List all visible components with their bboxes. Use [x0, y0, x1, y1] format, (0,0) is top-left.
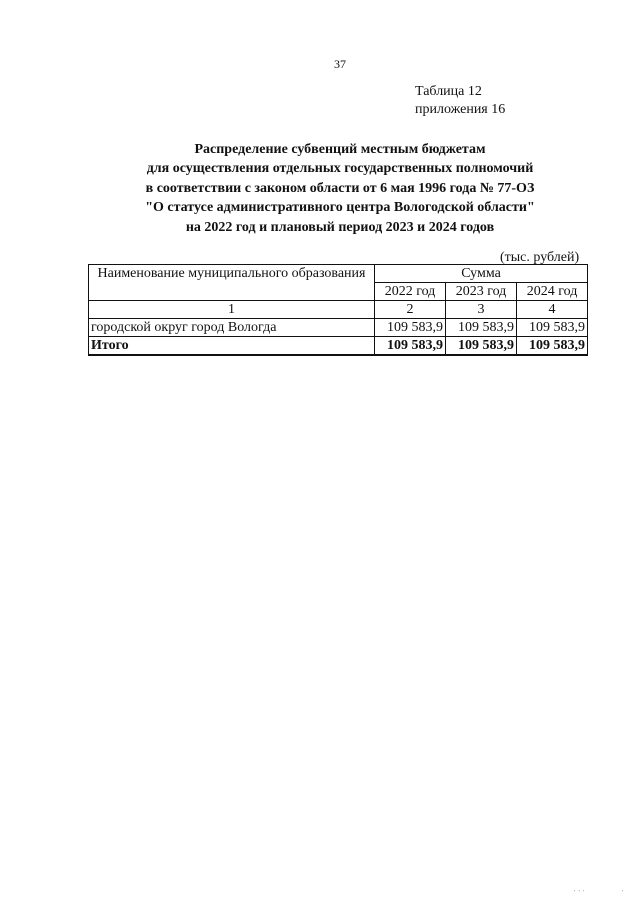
total-label-cell: Итого — [89, 337, 375, 356]
header-name-cell: Наименование муниципального образования — [89, 265, 375, 301]
total-2022-cell: 109 583,9 — [375, 337, 446, 356]
title-line-4: "О статусе административного центра Вологодской области" — [145, 200, 535, 216]
value-2023-cell: 109 583,9 — [446, 319, 517, 337]
title-line-5: на 2022 год и плановый период 2023 и 2024 годов — [185, 219, 495, 235]
header-year-2022: 2022 год — [375, 283, 446, 301]
header-sum-cell: Сумма — [375, 265, 588, 283]
table-reference-line1: Таблица 12 — [415, 84, 482, 99]
header-row — [89, 265, 588, 283]
document-title — [0, 140, 640, 237]
title-line-1: Распределение субвенций местным бюджетам — [194, 142, 486, 157]
column-number-1: 1 — [89, 301, 375, 319]
page-number: 37 — [334, 57, 346, 71]
title-line-3: в соответствии с законом области от 6 мая 1996 года № 77-ОЗ — [145, 180, 535, 196]
header-year-2023: 2023 год — [446, 283, 517, 301]
value-2024-cell: 109 583,9 — [517, 319, 588, 337]
column-number-4: 4 — [517, 301, 588, 319]
total-2024-cell: 109 583,9 — [517, 337, 588, 356]
column-number-2: 2 — [375, 301, 446, 319]
table-row — [89, 319, 588, 337]
total-2023-cell: 109 583,9 — [446, 337, 517, 356]
total-row — [89, 337, 588, 356]
subsidy-table — [88, 264, 588, 356]
scan-mark-right: ' — [622, 890, 624, 896]
units-label: (тыс. рублей) — [500, 250, 580, 265]
scan-mark-left: ' ' ' — [574, 890, 586, 896]
table-reference-line2: приложения 16 — [415, 102, 506, 117]
column-numbers-row — [89, 301, 588, 319]
table-reference — [415, 83, 505, 119]
column-number-3: 3 — [446, 301, 517, 319]
municipality-name-cell: городской округ город Вологда — [89, 319, 375, 337]
value-2022-cell: 109 583,9 — [375, 319, 446, 337]
header-year-2024: 2024 год — [517, 283, 588, 301]
title-line-2: для осуществления отдельных государственных полномочий — [146, 161, 534, 177]
